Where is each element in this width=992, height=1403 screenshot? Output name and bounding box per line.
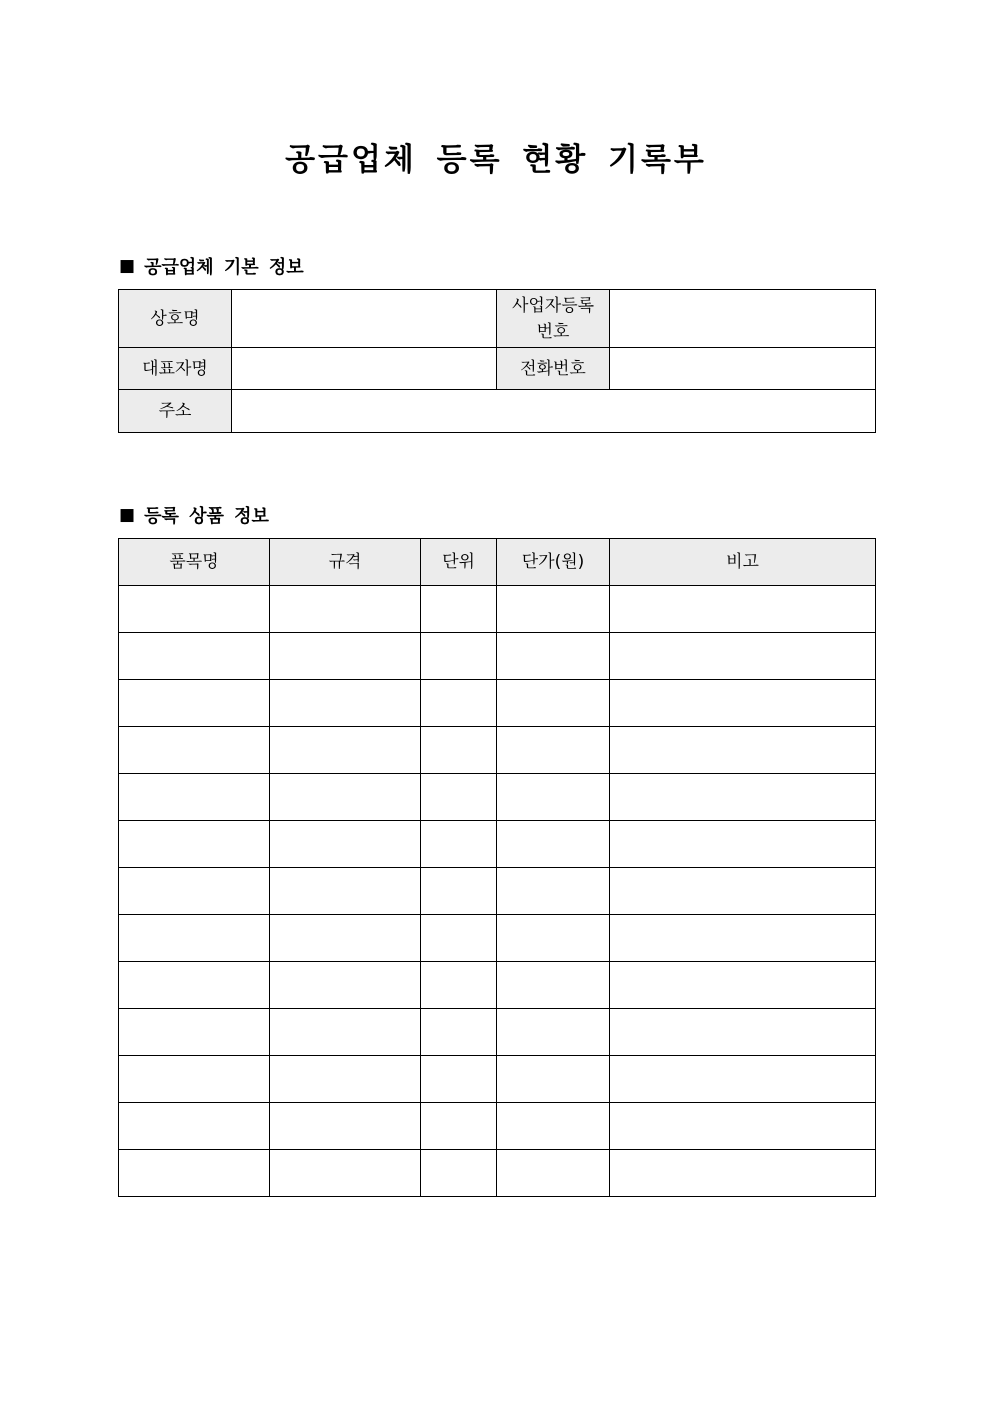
table-header-row [119, 539, 876, 586]
column-header-unit-price: 단가(원) [497, 539, 610, 586]
unit-cell[interactable] [421, 727, 497, 774]
business-reg-no-label-line2: 번호 [536, 321, 570, 342]
spec-cell[interactable] [270, 962, 421, 1009]
unit-price-cell[interactable] [497, 774, 610, 821]
unit-price-cell[interactable] [497, 962, 610, 1009]
representative-label: 대표자명 [119, 348, 232, 390]
business-reg-no-label-line1: 사업자등록 [511, 295, 595, 316]
unit-cell[interactable] [421, 821, 497, 868]
section-heading-label: 공급업체 기본 정보 [144, 257, 304, 278]
spec-cell[interactable] [270, 1056, 421, 1103]
table-row [119, 727, 876, 774]
remarks-cell[interactable] [610, 727, 876, 774]
item-name-cell[interactable] [119, 774, 270, 821]
business-reg-no-field[interactable] [610, 290, 876, 348]
table-row [119, 390, 876, 433]
remarks-cell[interactable] [610, 586, 876, 633]
column-header-item-name: 품목명 [119, 539, 270, 586]
unit-cell[interactable] [421, 1009, 497, 1056]
spec-cell[interactable] [270, 1009, 421, 1056]
remarks-cell[interactable] [610, 1103, 876, 1150]
unit-price-cell[interactable] [497, 1103, 610, 1150]
table-row [119, 633, 876, 680]
table-row [119, 774, 876, 821]
table-row [119, 1150, 876, 1197]
table-row [119, 680, 876, 727]
remarks-cell[interactable] [610, 821, 876, 868]
table-row [119, 290, 876, 348]
table-row [119, 1103, 876, 1150]
spec-cell[interactable] [270, 821, 421, 868]
section-heading-product-info [119, 502, 269, 528]
spec-cell[interactable] [270, 680, 421, 727]
unit-price-cell[interactable] [497, 680, 610, 727]
unit-cell[interactable] [421, 774, 497, 821]
unit-cell[interactable] [421, 915, 497, 962]
table-row [119, 348, 876, 390]
table-row [119, 915, 876, 962]
table-row [119, 586, 876, 633]
spec-cell[interactable] [270, 727, 421, 774]
table-row [119, 962, 876, 1009]
remarks-cell[interactable] [610, 1150, 876, 1197]
unit-cell[interactable] [421, 868, 497, 915]
spec-cell[interactable] [270, 868, 421, 915]
company-name-field[interactable] [232, 290, 497, 348]
unit-cell[interactable] [421, 1103, 497, 1150]
item-name-cell[interactable] [119, 915, 270, 962]
section-heading-label: 등록 상품 정보 [144, 506, 269, 527]
table-row [119, 1056, 876, 1103]
address-field[interactable] [232, 390, 876, 433]
address-label: 주소 [119, 390, 232, 433]
table-row [119, 1009, 876, 1056]
column-header-remarks: 비고 [610, 539, 876, 586]
item-name-cell[interactable] [119, 1009, 270, 1056]
page-title: 공급업체 등록 현황 기록부 [285, 142, 707, 178]
product-table-body [119, 586, 876, 1197]
table-row [119, 821, 876, 868]
item-name-cell[interactable] [119, 727, 270, 774]
column-header-unit: 단위 [421, 539, 497, 586]
square-bullet-icon: ■ [119, 256, 136, 276]
unit-cell[interactable] [421, 586, 497, 633]
company-name-label: 상호명 [119, 290, 232, 348]
phone-field[interactable] [610, 348, 876, 390]
unit-price-cell[interactable] [497, 868, 610, 915]
remarks-cell[interactable] [610, 915, 876, 962]
unit-price-cell[interactable] [497, 1150, 610, 1197]
spec-cell[interactable] [270, 1103, 421, 1150]
item-name-cell[interactable] [119, 633, 270, 680]
unit-cell[interactable] [421, 1056, 497, 1103]
item-name-cell[interactable] [119, 586, 270, 633]
spec-cell[interactable] [270, 633, 421, 680]
item-name-cell[interactable] [119, 1103, 270, 1150]
basic-info-table [118, 289, 876, 433]
spec-cell[interactable] [270, 1150, 421, 1197]
remarks-cell[interactable] [610, 1056, 876, 1103]
unit-price-cell[interactable] [497, 633, 610, 680]
unit-price-cell[interactable] [497, 586, 610, 633]
section-heading-basic-info [119, 253, 304, 279]
unit-cell[interactable] [421, 633, 497, 680]
item-name-cell[interactable] [119, 1056, 270, 1103]
item-name-cell[interactable] [119, 821, 270, 868]
phone-label: 전화번호 [497, 348, 610, 390]
item-name-cell[interactable] [119, 1150, 270, 1197]
unit-price-cell[interactable] [497, 915, 610, 962]
unit-price-cell[interactable] [497, 727, 610, 774]
unit-cell[interactable] [421, 1150, 497, 1197]
remarks-cell[interactable] [610, 680, 876, 727]
remarks-cell[interactable] [610, 774, 876, 821]
unit-price-cell[interactable] [497, 821, 610, 868]
item-name-cell[interactable] [119, 680, 270, 727]
square-bullet-icon: ■ [119, 505, 136, 525]
remarks-cell[interactable] [610, 962, 876, 1009]
remarks-cell[interactable] [610, 868, 876, 915]
representative-field[interactable] [232, 348, 497, 390]
remarks-cell[interactable] [610, 633, 876, 680]
unit-price-cell[interactable] [497, 1056, 610, 1103]
unit-cell[interactable] [421, 962, 497, 1009]
business-reg-no-label [497, 290, 610, 348]
spec-cell[interactable] [270, 774, 421, 821]
table-row [119, 868, 876, 915]
item-name-cell[interactable] [119, 962, 270, 1009]
spec-cell[interactable] [270, 915, 421, 962]
unit-cell[interactable] [421, 680, 497, 727]
unit-price-cell[interactable] [497, 1009, 610, 1056]
remarks-cell[interactable] [610, 1009, 876, 1056]
item-name-cell[interactable] [119, 868, 270, 915]
spec-cell[interactable] [270, 586, 421, 633]
column-header-spec: 규격 [270, 539, 421, 586]
product-table [118, 538, 876, 1197]
